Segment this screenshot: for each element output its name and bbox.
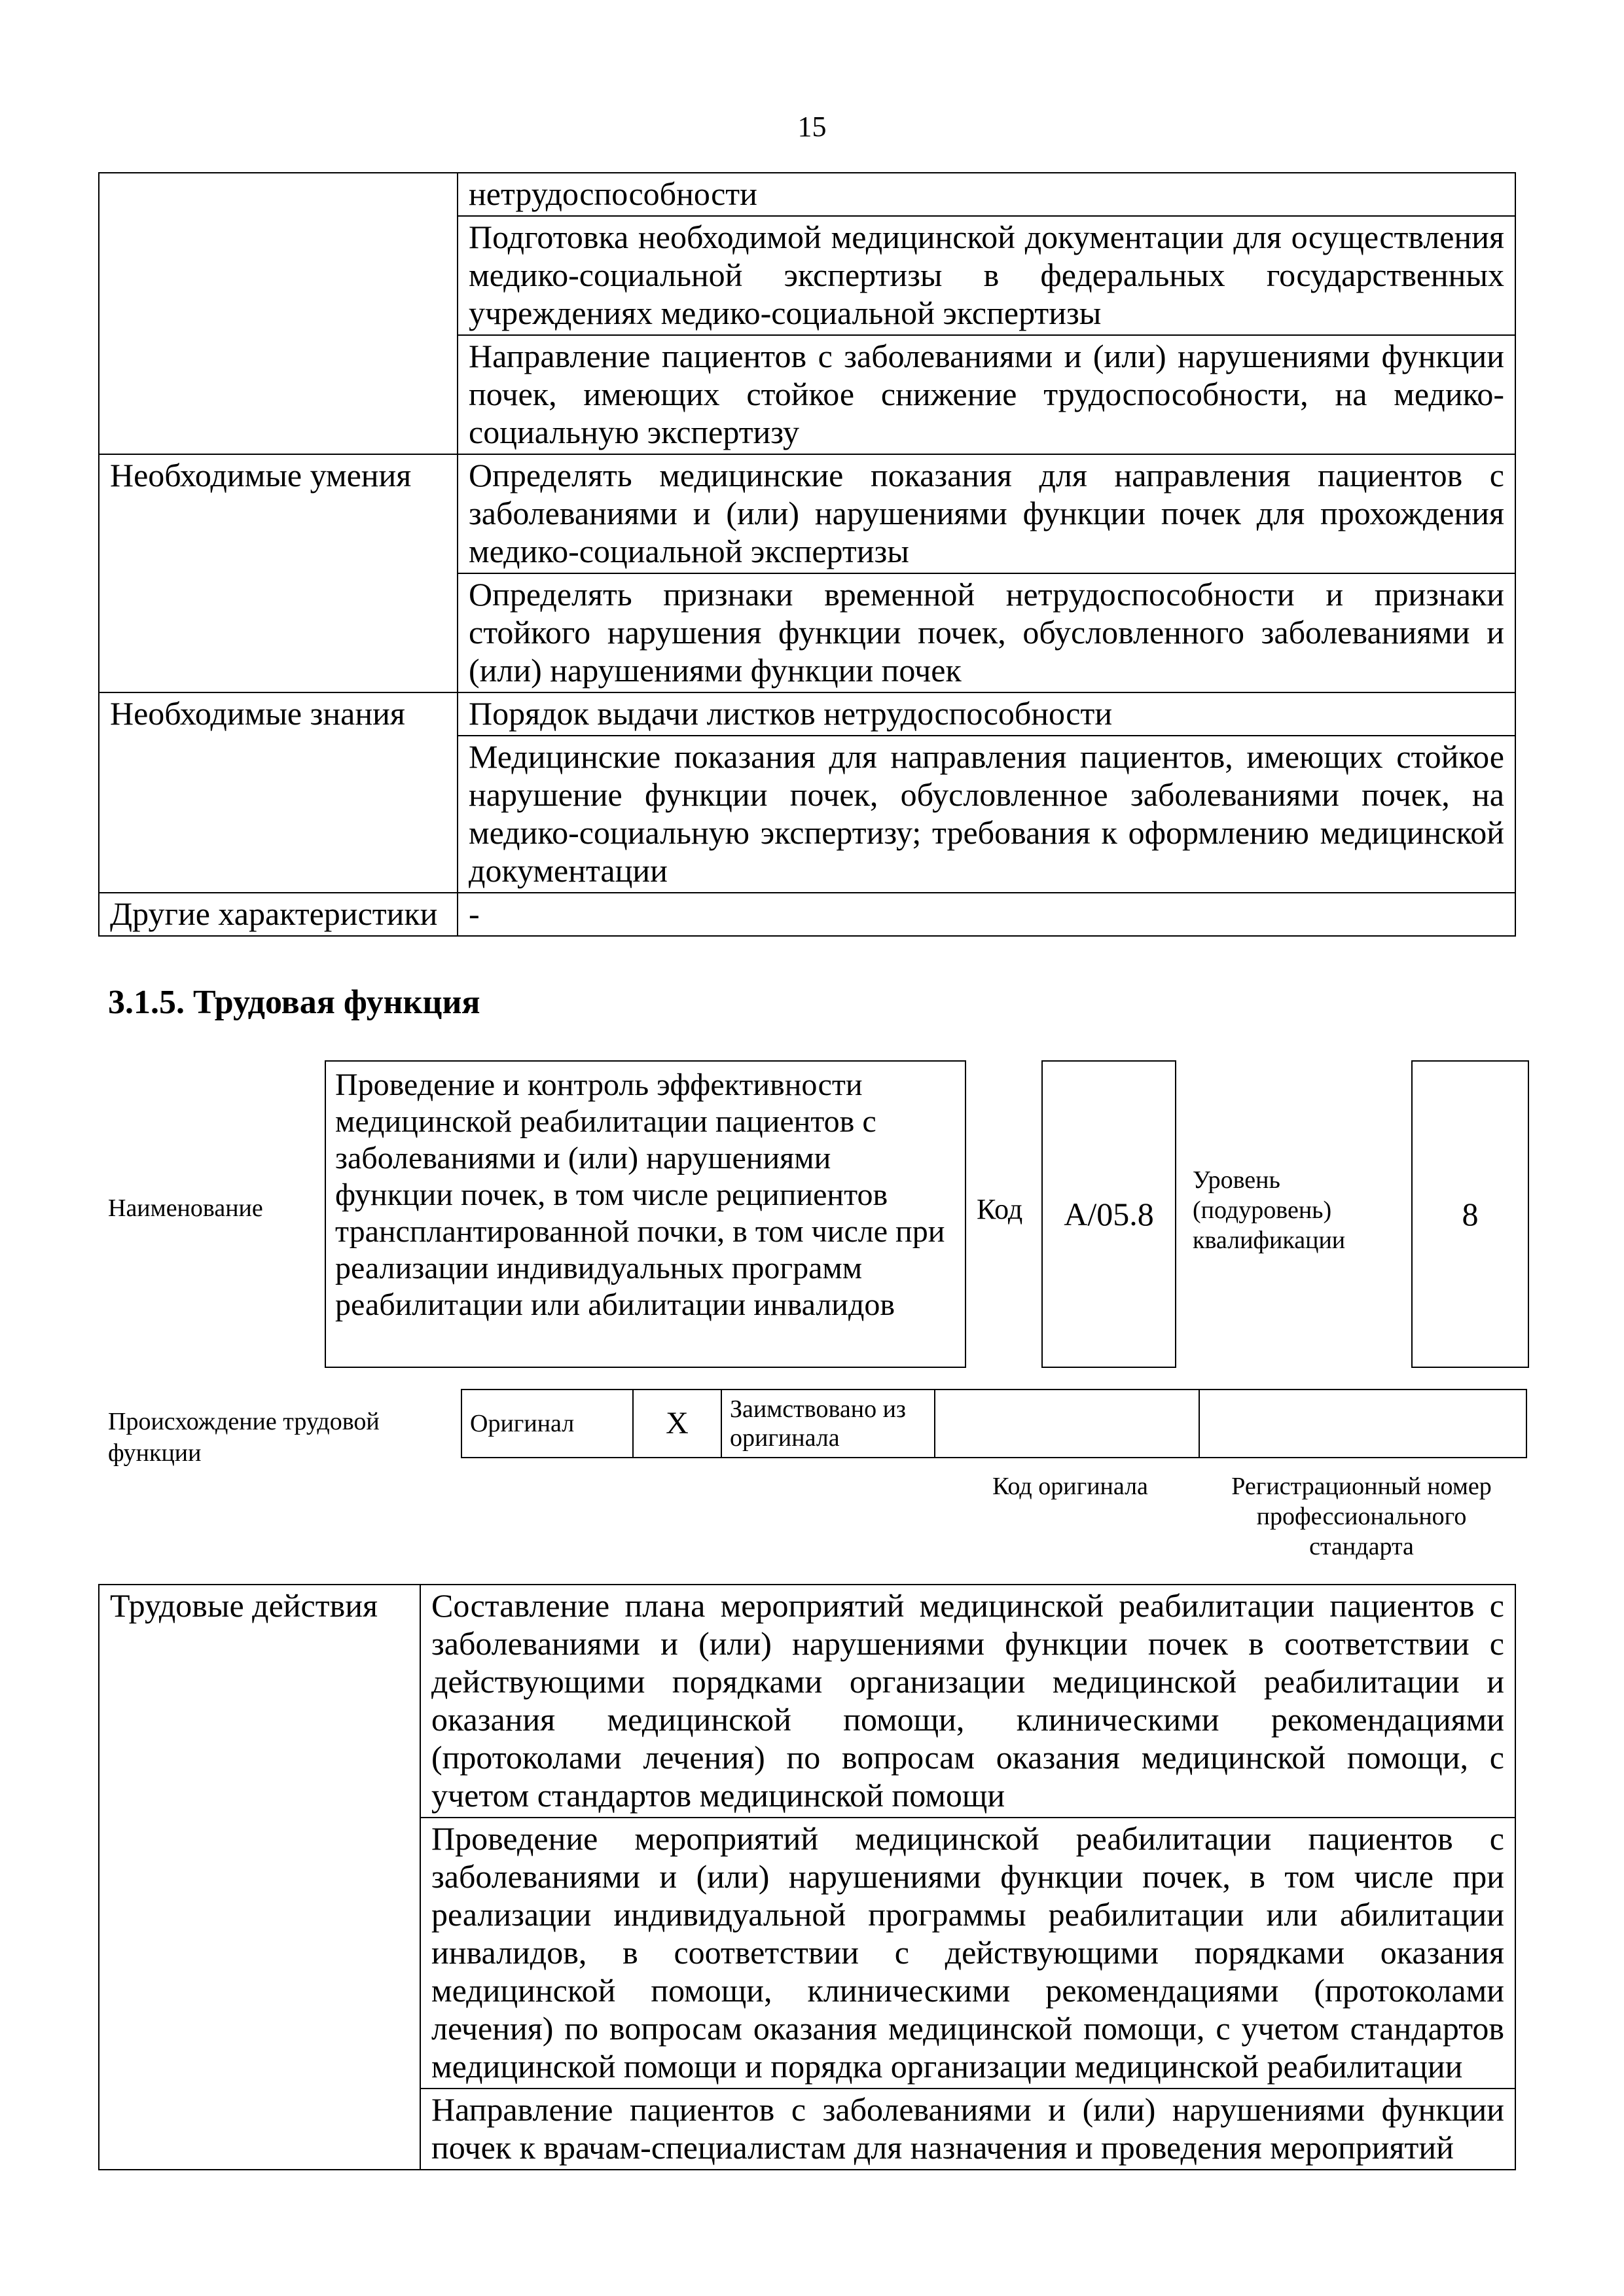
origin-label: Происхождение трудовой функции — [108, 1408, 380, 1467]
table-cell: - — [458, 893, 1515, 936]
table-cell: Направление пациентов с заболеваниями и (или) нарушениями функции почек, имеющих стойкое снижение трудоспособности, на медико-социальную экспертизу — [458, 335, 1515, 454]
table-cell: Определять медицинские показания для направления пациентов с заболеваниями и (или) нарушениями функции почек для прохождения медико-социальной экспертизы — [458, 454, 1515, 573]
page-number: 15 — [797, 111, 827, 143]
original-code-cell — [935, 1390, 1199, 1458]
table-row — [99, 893, 1515, 936]
table-cell: Определять признаки временной нетрудоспособности и признаки стойкого нарушения функции почек, обусловленного заболеваниями и (или) нарушениями функции почек — [458, 573, 1515, 692]
table-row — [99, 454, 1515, 573]
table-row — [99, 1585, 1515, 1818]
code-caption: Код оригинала — [992, 1473, 1148, 1500]
table-cell: нетрудоспособности — [458, 173, 1515, 216]
name-value: Проведение и контроль эффективности медицинской реабилитации пациентов с заболеваниями и (или) нарушениями функции почек, в том числе реципиентов трансплантированной почки, в том числе при реализации индивидуальных программ реабилитации или абилитации инвалидов — [335, 1067, 945, 1322]
table-cell: Медицинские показания для направления пациентов, имеющих стойкое нарушение функции почек, обусловленное заболеваниями почек, на медико-социальную экспертизу; требования к оформлению медицинской документации — [458, 736, 1515, 893]
level-value: 8 — [1462, 1196, 1479, 1232]
name-box — [325, 1060, 966, 1368]
original-mark: X — [633, 1390, 721, 1458]
table-row — [99, 173, 1515, 216]
requirements-table — [98, 172, 1516, 937]
origin-table — [461, 1389, 1527, 1458]
table-cell: Составление плана мероприятий медицинской реабилитации пациентов с заболеваниями и (или) нарушениями функции почек в соответствии с действующими порядками организации медицинской реабилитации и оказания медицинской помощи, клиническими рекомендациями (протоколами лечения) по вопросам оказания медицинской помощи, с учетом стандартов медицинской помощи — [420, 1585, 1515, 1818]
table-cell: Проведение мероприятий медицинской реабилитации пациентов с заболеваниями и (или) нарушениями функции почек, в том числе при реализации индивидуальной программы реабилитации или абилитации инвалидов, в соответствии с действующими порядками оказания медицинской помощи, клиническими рекомендациями (протоколами лечения) по вопросам оказания медицинской помощи, с учетом стандартов медицинской помощи и порядка организации медицинской реабилитации — [420, 1818, 1515, 2089]
code-label: Код — [977, 1193, 1023, 1225]
code-value: A/05.8 — [1064, 1196, 1154, 1232]
row-label-skills: Необходимые умения — [99, 454, 458, 692]
name-label: Наименование — [108, 1194, 263, 1222]
table-cell: Подготовка необходимой медицинской документации для осуществления медико-социальной экспертизы в федеральных государственных учреждениях медико-социальной экспертизы — [458, 216, 1515, 335]
level-label: Уровень (подуровень) квалификации — [1193, 1166, 1346, 1254]
reg-number-cell — [1199, 1390, 1526, 1458]
table-cell: Направление пациентов с заболеваниями и (или) нарушениями функции почек к врачам-специалистам для назначения и проведения мероприятий — [420, 2089, 1515, 2170]
table-row — [461, 1390, 1526, 1458]
row-label-other: Другие характеристики — [99, 893, 458, 936]
table-row — [99, 692, 1515, 736]
table-cell: Порядок выдачи листков нетрудоспособности — [458, 692, 1515, 736]
row-label — [99, 173, 458, 454]
borrowed-label: Заимствовано из оригинала — [721, 1390, 935, 1458]
level-box — [1411, 1060, 1529, 1368]
section-heading: 3.1.5. Трудовая функция — [108, 984, 480, 1021]
code-box — [1041, 1060, 1176, 1368]
reg-caption: Регистрационный номер профессионального стандарта — [1231, 1473, 1492, 1560]
original-label: Оригинал — [461, 1390, 633, 1458]
row-label-actions: Трудовые действия — [99, 1585, 420, 2170]
row-label-knowledge: Необходимые знания — [99, 692, 458, 893]
actions-table — [98, 1584, 1516, 2170]
